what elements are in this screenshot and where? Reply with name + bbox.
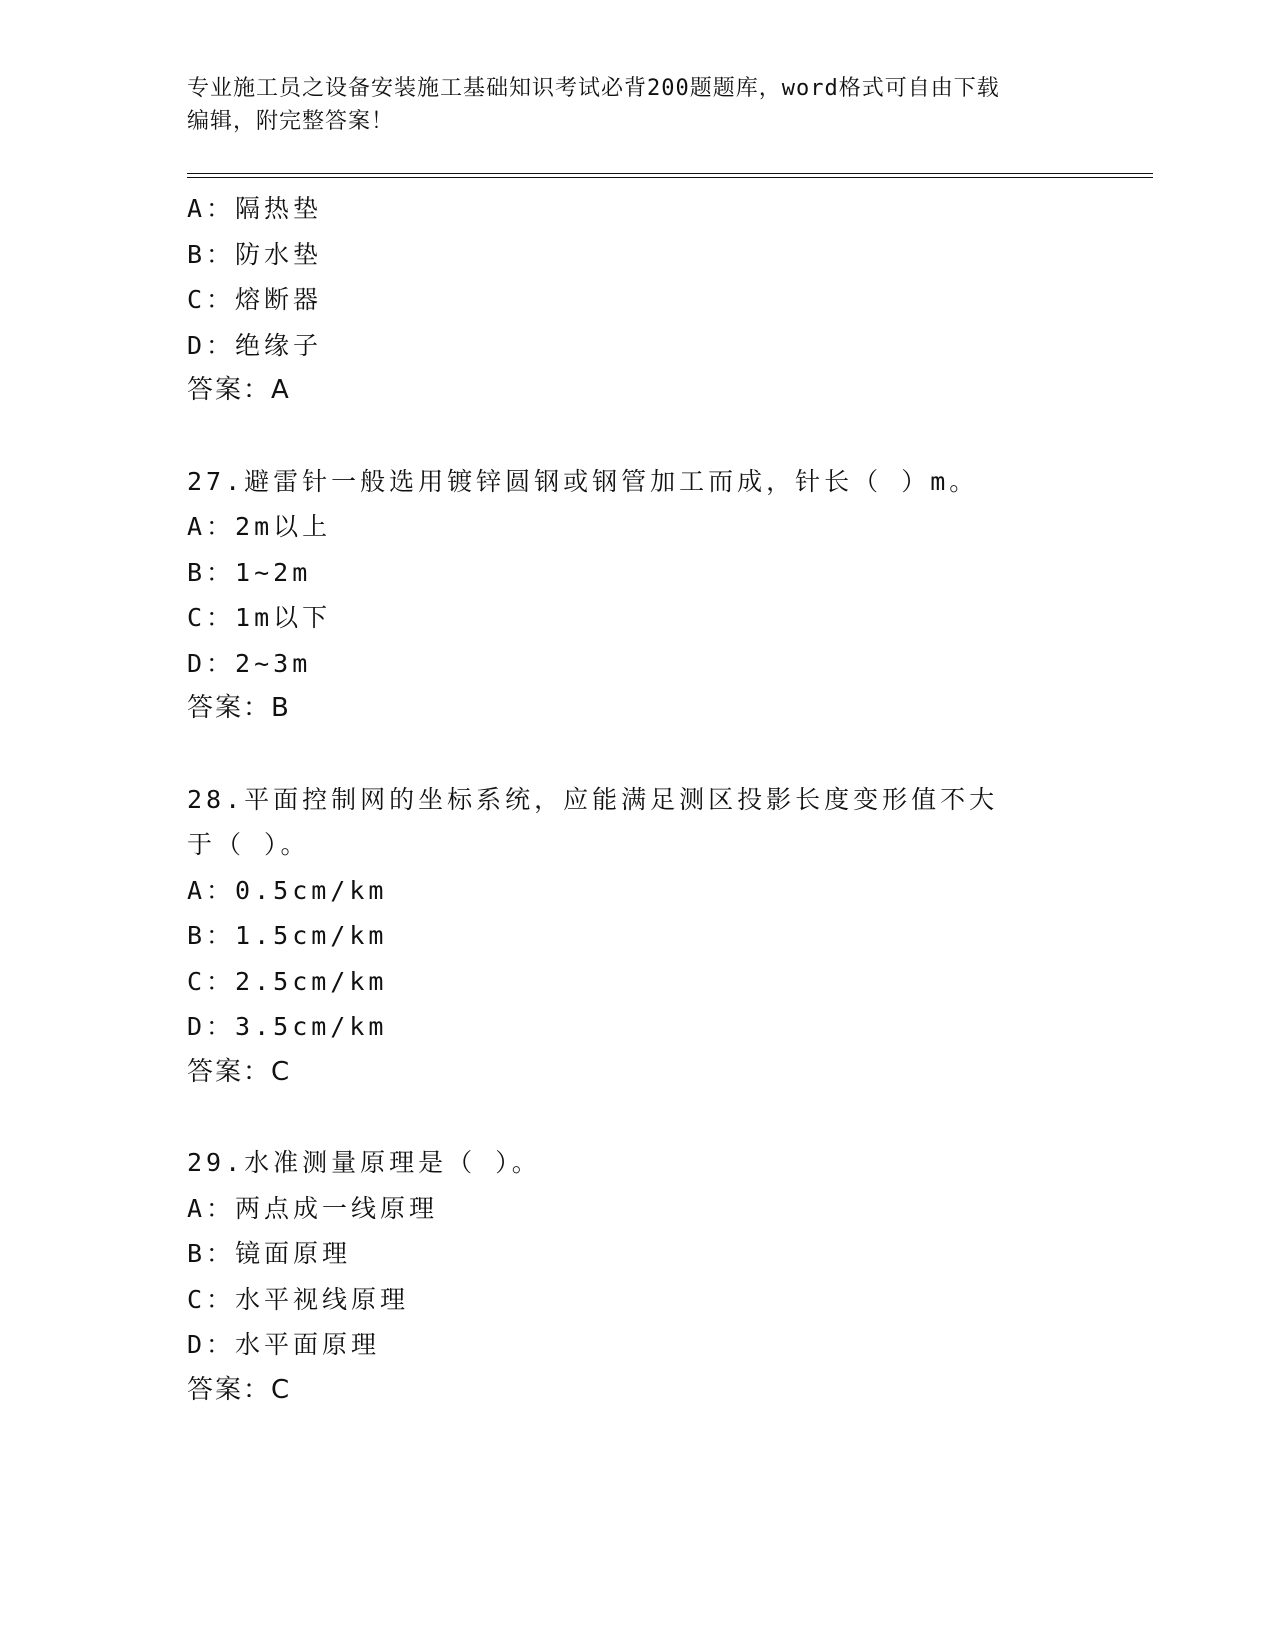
header-title-line-1: 专业施工员之设备安装施工基础知识考试必背200题题库，word格式可自由下载 bbox=[187, 76, 1000, 101]
answer: 答案：B bbox=[187, 693, 291, 723]
question-26 bbox=[187, 186, 1067, 414]
question-29 bbox=[187, 1140, 1067, 1413]
option-d: D：2~3m bbox=[187, 648, 312, 678]
answer: 答案：A bbox=[187, 375, 291, 405]
question-stem: 28.平面控制网的坐标系统，应能满足测区投影长度变形值不大于（ ）。 bbox=[187, 784, 999, 859]
option-d: D：3.5cm/km bbox=[187, 1012, 388, 1041]
option-c: C：1m以下 bbox=[187, 603, 332, 632]
question-stem: 27.避雷针一般选用镀锌圆钢或钢管加工而成，针长（ ）m。 bbox=[187, 466, 979, 496]
header-rule-top bbox=[187, 173, 1153, 174]
option-b: B：防水垫 bbox=[187, 239, 323, 269]
answer: 答案：C bbox=[187, 1056, 292, 1087]
answer: 答案：C bbox=[187, 1374, 292, 1405]
question-list bbox=[187, 186, 1067, 1413]
option-d: D：绝缘子 bbox=[187, 330, 323, 360]
question-28 bbox=[187, 777, 1067, 1096]
header-rule-bottom bbox=[187, 177, 1153, 178]
option-c: C：2.5cm/km bbox=[187, 966, 388, 996]
question-stem: 29.水准测量原理是（ ）。 bbox=[187, 1148, 541, 1177]
option-b: B：镜面原理 bbox=[187, 1239, 352, 1268]
header-title-line-2: 编辑，附完整答案！ bbox=[187, 109, 395, 134]
option-b: B：1~2m bbox=[187, 557, 312, 587]
option-a: A：2m以上 bbox=[187, 512, 332, 541]
option-c: C：水平视线原理 bbox=[187, 1284, 410, 1314]
option-a: A：两点成一线原理 bbox=[187, 1193, 439, 1223]
option-d: D：水平面原理 bbox=[187, 1330, 381, 1359]
option-c: C：熔断器 bbox=[187, 285, 323, 314]
option-a: A：隔热垫 bbox=[187, 194, 323, 223]
question-27 bbox=[187, 459, 1067, 732]
option-b: B：1.5cm/km bbox=[187, 921, 388, 950]
option-a: A：0.5cm/km bbox=[187, 875, 388, 905]
document-header bbox=[187, 72, 1067, 138]
